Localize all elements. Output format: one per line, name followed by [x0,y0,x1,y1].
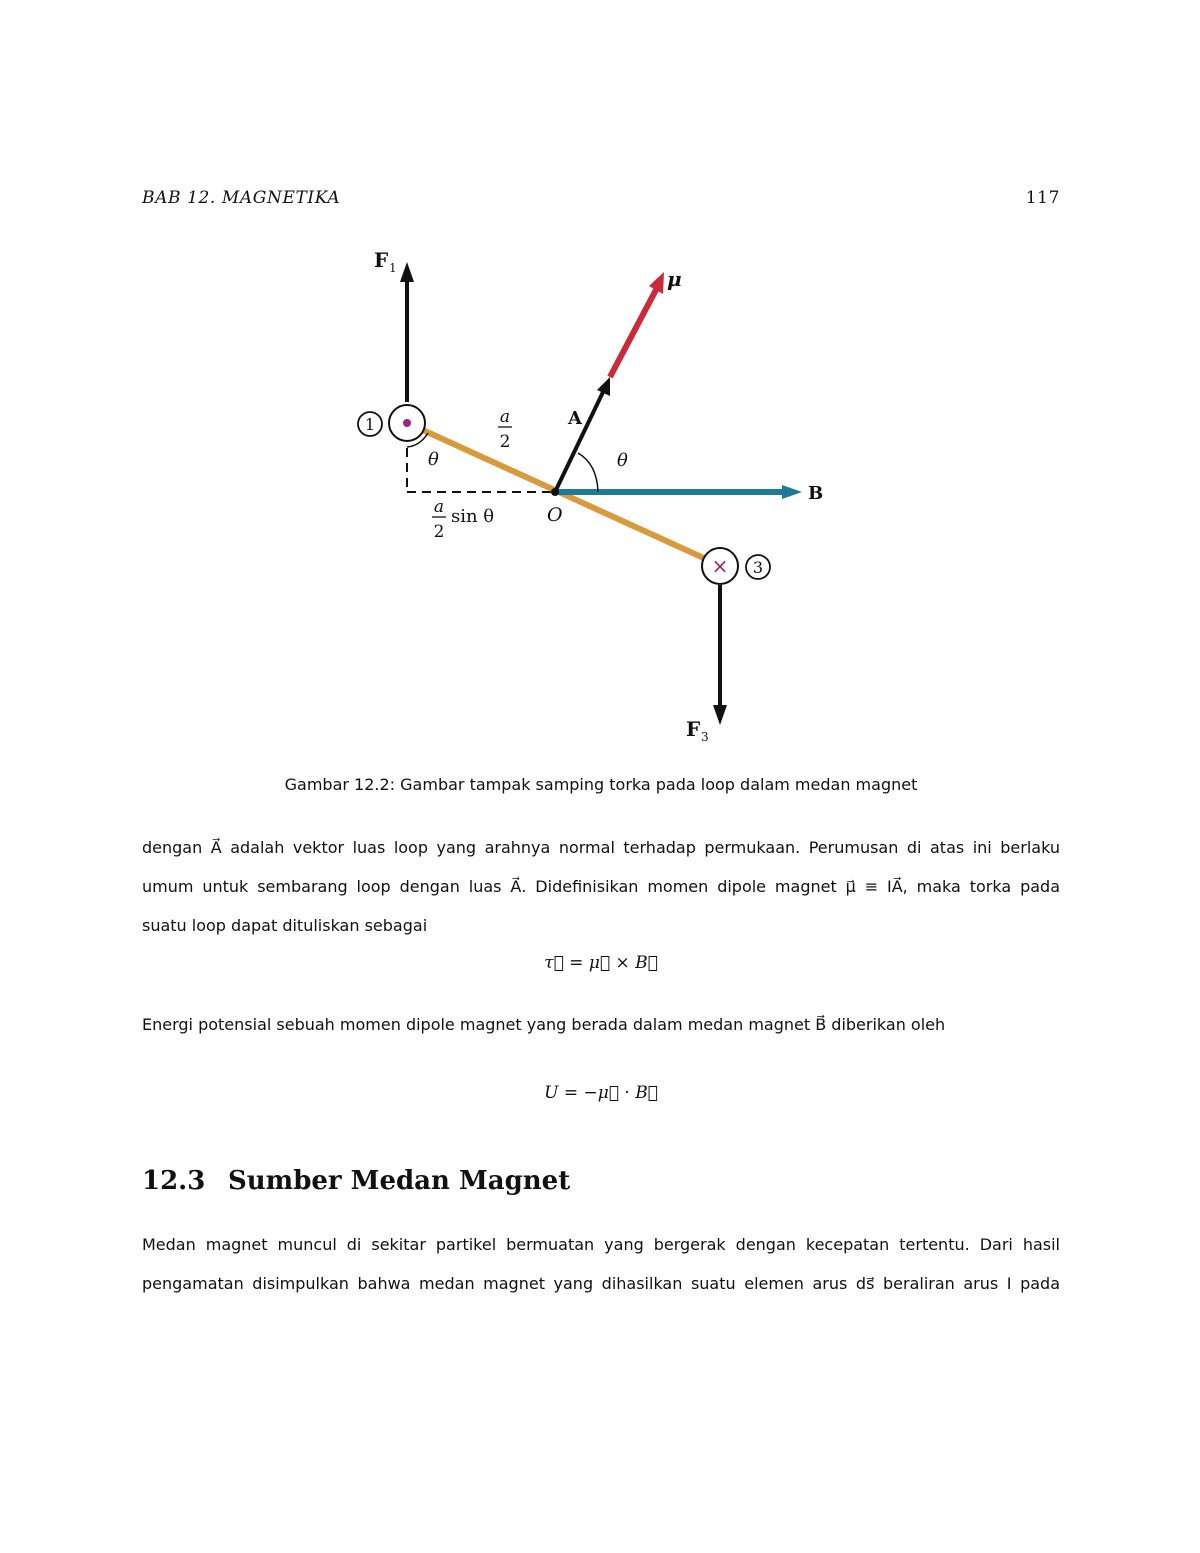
force-f3-arrowhead [713,705,727,725]
paragraph-line: dengan A⃗ adalah vektor luas loop yang arahnya normal terhadap permukaan. Perumusan di atas ini berlaku [142,838,1060,857]
paragraph-line: umum untuk sembarang loop dengan luas A⃗. Didefinisikan momen dipole magnet μ⃗ ≡ IA⃗, maka torka pada [142,877,1060,896]
sin-denominator: 2 [433,522,445,542]
b-field-arrowhead [782,485,802,499]
paragraph-line: pengamatan disimpulkan bahwa medan magnet yang dihasilkan suatu elemen arus ds⃗ beraliran arus I pada [142,1274,1060,1293]
current-in-cross: × [711,554,729,578]
label-f1-sub: 1 [389,261,397,275]
sin-numerator: a [433,497,445,517]
sin-theta-text: sin θ [451,506,495,527]
label-origin: O [547,504,563,526]
paragraph-dipole-definition [142,828,1060,945]
label-f3-sub: 3 [701,730,709,744]
paragraph-potential-energy [142,1005,1060,1044]
section-number: 12.3 [142,1166,206,1196]
label-area: A [568,408,582,429]
mu-vector [610,286,658,377]
label-theta-left: θ [428,449,439,470]
label-f1: F [374,248,389,272]
paragraph-magnetic-source [142,1225,1060,1303]
figure-caption: Gambar 12.2: Gambar tampak samping torka pada loop dalam medan magnet [284,775,918,794]
torque-diagram [340,240,860,750]
half-a-denominator: 2 [499,432,511,452]
running-head [142,188,1060,214]
torque-figure [340,240,860,750]
label-f3: F [686,717,701,741]
chapter-title: BAB 12. MAGNETIKA [142,188,341,208]
label-theta-right: θ [617,450,628,471]
loop-side [425,431,708,560]
label-b: B [808,483,824,504]
half-a-numerator: a [499,407,511,427]
current-out-dot [403,419,411,427]
label-mu: μ [667,267,682,291]
equation-potential-energy: U = −μ⃗ · B⃗ [544,1083,658,1103]
section-title: Sumber Medan Magnet [228,1166,571,1196]
force-f1-arrowhead [400,262,414,282]
pivot-point [551,488,559,496]
paragraph-line: Energi potensial sebuah momen dipole magnet yang berada dalam medan magnet B⃗ diberikan oleh [142,1015,946,1034]
section-heading [142,1166,1060,1196]
paragraph-line: Medan magnet muncul di sekitar partikel bermuatan yang bergerak dengan kecepatan tertentu. Dari hasil [142,1235,1060,1254]
paragraph-line: suatu loop dapat dituliskan sebagai [142,916,428,935]
area-vector [555,390,604,492]
equation-torque: τ⃗ = μ⃗ × B⃗ [544,953,658,973]
wire-1-number: 1 [364,415,376,434]
page-number: 117 [1025,188,1060,208]
wire-3-number: 3 [752,558,764,577]
theta-arc-right [578,453,598,492]
